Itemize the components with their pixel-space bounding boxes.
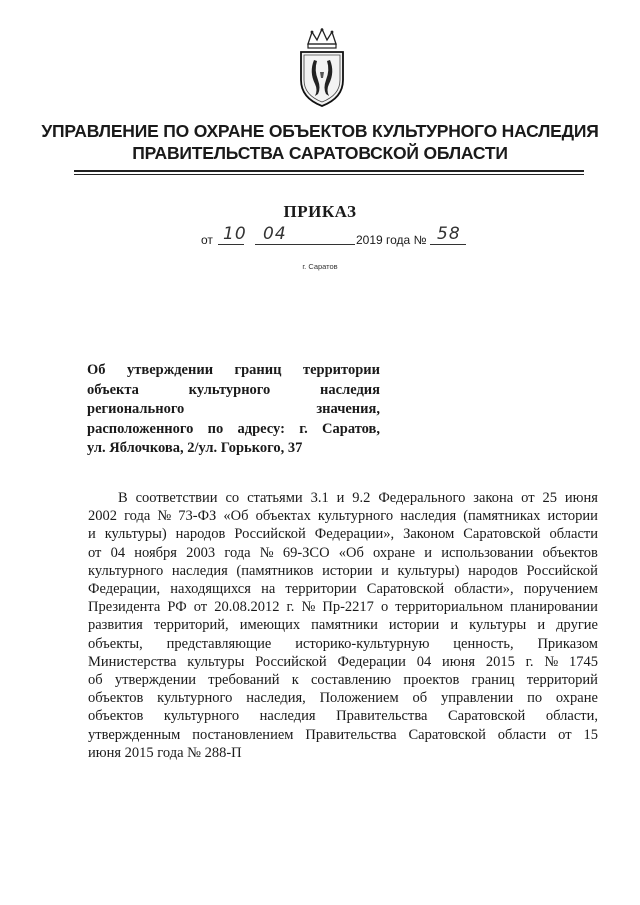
paragraph-word: Законом [403, 526, 455, 543]
paragraph-word: постановлением [192, 726, 294, 743]
paragraph-word: ноября [134, 544, 177, 561]
document-type-title: ПРИКАЗ [283, 202, 357, 221]
paragraph-word: и [88, 526, 96, 543]
paragraph-word: Приказом [537, 635, 598, 652]
paragraph-word: 9.2 [352, 490, 371, 506]
paragraph-word: территориальном [395, 599, 504, 616]
paragraph-word: объекты, [88, 635, 143, 652]
paragraph-word: объектов [88, 708, 144, 725]
subject-word: г. [299, 420, 308, 437]
paragraph-word: культуры) [104, 526, 167, 543]
organization-name-line-2: ПРАВИТЕЛЬСТВА САРАТОВСКОЙ ОБЛАСТИ [132, 143, 508, 163]
paragraph-line [88, 689, 598, 707]
paragraph-word: Федерации», [314, 526, 395, 543]
paragraph-word: Саратовской [447, 708, 526, 725]
subject-word: адресу: [237, 420, 285, 437]
paragraph-word: и [450, 617, 459, 634]
paragraph-word: 69-ЗСО [282, 544, 330, 561]
paragraph-word: территории [285, 581, 357, 598]
paragraph-word: границ [471, 672, 515, 689]
order-subject [87, 361, 380, 459]
paragraph-line [88, 671, 598, 689]
paragraph-word: культурного [88, 562, 164, 579]
paragraph-word: Федерации [337, 653, 406, 670]
saratov-coat-of-arms-icon [296, 28, 348, 108]
paragraph-word: г. [525, 653, 534, 670]
paragraph-word: Российской [526, 562, 598, 579]
paragraph-word: от [88, 544, 102, 561]
paragraph-line [88, 635, 598, 653]
handwritten-day: 10 [223, 224, 247, 244]
paragraph-word: «Об [223, 508, 249, 525]
paragraph-word: находящихся [170, 581, 251, 598]
paragraph-word: на [261, 581, 276, 598]
paragraph-word: № [544, 653, 559, 670]
organization-name-line-1: УПРАВЛЕНИЕ ПО ОХРАНЕ ОБЪЕКТОВ КУЛЬТУРНОГО НАСЛЕДИЯ [41, 121, 599, 141]
paragraph-word: использовании [441, 544, 534, 561]
paragraph-word: народов [175, 526, 226, 543]
paragraph-word: области [497, 726, 547, 743]
paragraph-line [88, 544, 598, 562]
paragraph-word: истории [388, 617, 440, 634]
paragraph-word: Саратовской [408, 726, 486, 743]
paragraph-word: июня [442, 653, 476, 670]
paragraph-word: наследия [400, 508, 457, 525]
paragraph-line [88, 580, 598, 598]
paragraph-word: 04 [110, 544, 126, 561]
subject-line-2 [87, 381, 380, 401]
paragraph-word: 73-ФЗ [178, 508, 217, 525]
subject-word: расположенного [87, 420, 194, 437]
paragraph-word: В [118, 490, 128, 506]
paragraph-word: утвержденным [88, 726, 181, 743]
paragraph-word: от [193, 599, 208, 616]
paragraph-word: статьями [247, 490, 303, 506]
handwritten-number: 58 [437, 224, 461, 244]
paragraph-word: 04 [416, 653, 432, 670]
paragraph-word: года [224, 544, 251, 561]
paragraph-word: наследия [259, 708, 316, 725]
subject-word: культурного [188, 381, 271, 398]
paragraph-word: представляющие [166, 635, 272, 652]
month-blank [255, 244, 355, 245]
paragraph-line [88, 726, 598, 744]
paragraph-word: об [88, 672, 103, 689]
subject-word: Об [87, 362, 106, 378]
paragraph-word: Саратовской [366, 581, 445, 598]
paragraph-word: культурного [157, 690, 233, 707]
paragraph-word: закона [473, 490, 514, 506]
paragraph-word: Российской [234, 526, 306, 543]
paragraph-word: со [225, 490, 240, 506]
paragraph-word: планировании [510, 599, 598, 616]
paragraph-line: июня 2015 года № 288-П [88, 744, 242, 761]
subject-line-5: ул. Яблочкова, 2/ул. Горького, 37 [87, 440, 303, 456]
paragraph-word: охране [555, 690, 598, 707]
subject-line-1 [87, 361, 380, 381]
paragraph-word: июня [564, 490, 598, 506]
paragraph-line [88, 507, 598, 525]
paragraph-word: ценность, [453, 635, 514, 652]
paragraph-word: памятники [311, 617, 378, 634]
paragraph-word: № [259, 544, 274, 561]
paragraph-word: (памятниках [463, 508, 541, 525]
paragraph-word: области», [454, 581, 514, 598]
day-blank [218, 244, 244, 245]
paragraph-word: культуры) [397, 562, 460, 579]
subject-word: объекта [87, 381, 139, 398]
paragraph-word: г. [286, 599, 295, 616]
paragraph-word: 20.08.2012 [214, 599, 280, 616]
paragraph-word: культуры [469, 617, 527, 634]
paragraph-word: от [521, 490, 535, 506]
subject-line-4 [87, 420, 380, 440]
paragraph-word: и [424, 544, 433, 561]
paragraph-word: Федерации, [88, 581, 161, 598]
paragraph-word: наследия, [246, 690, 306, 707]
header-divider-thin [74, 174, 584, 175]
paragraph-word: области, [545, 708, 598, 725]
subject-word: регионального [87, 401, 185, 417]
paragraph-word: года [124, 508, 151, 525]
paragraph-word: объектов [88, 690, 144, 707]
subject-word: Саратов, [322, 420, 380, 437]
paragraph-line [88, 489, 598, 507]
paragraph-word: и [537, 617, 546, 634]
paragraph-word: РФ [167, 599, 187, 616]
paragraph-word: Положением [319, 690, 399, 707]
paragraph-word: объектах [255, 508, 311, 525]
paragraph-word: 1745 [568, 653, 598, 670]
paragraph-word: территорий [526, 672, 598, 689]
paragraph-line [88, 653, 598, 671]
paragraph-word: Федерального [378, 490, 466, 506]
year-label: 2019 года № [356, 233, 427, 247]
paragraph-line [88, 616, 598, 634]
paragraph-word: об [412, 690, 428, 707]
number-blank [430, 244, 466, 245]
paragraph-word: соответствии [135, 490, 218, 506]
paragraph-word: и [381, 562, 389, 579]
paragraph-word: Президента [88, 599, 161, 616]
paragraph-line [88, 598, 598, 616]
paragraph-word: по [527, 690, 543, 707]
subject-word: наследия [320, 381, 380, 398]
paragraph-word: проектов [403, 672, 460, 689]
paragraph-line [88, 562, 598, 580]
paragraph-word: требований [208, 672, 280, 689]
paragraph-word: народов [468, 562, 518, 579]
header-divider-thick [74, 170, 584, 172]
paragraph-word: Пр-2217 [322, 599, 374, 616]
paragraph-word: 2002 [88, 508, 117, 525]
paragraph-word: управлении [440, 690, 514, 707]
paragraph-word: культуры [187, 653, 245, 670]
paragraph-word: Российской [255, 653, 327, 670]
paragraph-word: к [291, 672, 299, 689]
paragraph-word: от [558, 726, 572, 743]
paragraph-word: 2015 [485, 653, 515, 670]
paragraph-word: 2003 [186, 544, 216, 561]
paragraph-word: истории [322, 562, 373, 579]
paragraph-line [88, 525, 598, 543]
paragraph-word: «Об [338, 544, 364, 561]
paragraph-word: Министерства [88, 653, 177, 670]
paragraph-word: (памятников [236, 562, 314, 579]
paragraph-word: имеющих [239, 617, 301, 634]
paragraph-word: территорий, [153, 617, 229, 634]
paragraph-word: Правительства [305, 726, 397, 743]
city-name: г. Саратов [302, 262, 338, 271]
paragraph-word: составлению [310, 672, 392, 689]
paragraph-word: культурного [317, 508, 394, 525]
preamble-paragraph [88, 489, 598, 762]
subject-word: по [207, 420, 224, 437]
paragraph-word: 25 [542, 490, 557, 506]
paragraph-word: 15 [583, 726, 598, 743]
paragraph-line [88, 707, 598, 725]
paragraph-word: охране [373, 544, 416, 561]
paragraph-word: развития [88, 617, 143, 634]
paragraph-word: истории [547, 508, 598, 525]
subject-word: значения, [316, 401, 380, 417]
paragraph-word: поручением [523, 581, 598, 598]
paragraph-word: Правительства [336, 708, 428, 725]
subject-word: территории [302, 362, 380, 378]
paragraph-word: и [336, 490, 345, 506]
date-prefix: от [201, 233, 213, 247]
paragraph-word: другие [556, 617, 598, 634]
paragraph-word: историко-культурную [295, 635, 430, 652]
paragraph-word: утверждении [114, 672, 197, 689]
paragraph-word: № [301, 599, 316, 616]
subject-word: утверждении [127, 362, 214, 378]
paragraph-word: объектов [542, 544, 598, 561]
paragraph-word: наследия [171, 562, 228, 579]
paragraph-word: Саратовской [463, 526, 541, 543]
paragraph-word: о [380, 599, 389, 616]
paragraph-word: области [549, 526, 598, 543]
subject-word: границ [234, 362, 282, 378]
paragraph-word: культурного [163, 708, 240, 725]
handwritten-month: 04 [263, 224, 287, 244]
subject-line-3 [87, 400, 380, 420]
paragraph-word: № [157, 508, 172, 525]
paragraph-word: 3.1 [310, 490, 329, 506]
